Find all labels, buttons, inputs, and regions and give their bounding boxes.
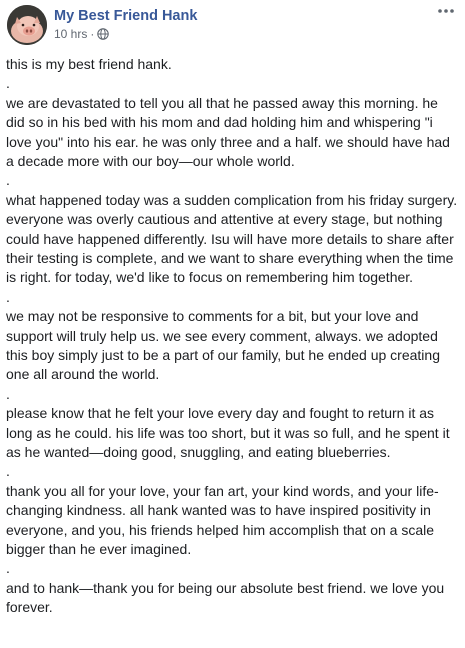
post-separator-dot: . bbox=[6, 75, 10, 92]
post-separator-dot: . bbox=[6, 288, 10, 305]
meta-separator: · bbox=[90, 27, 95, 41]
post-meta bbox=[54, 27, 109, 41]
post-separator-dot: . bbox=[6, 172, 10, 189]
pig-avatar[interactable] bbox=[7, 5, 47, 45]
ellipsis-icon[interactable] bbox=[434, 3, 458, 19]
page-name-link[interactable]: My Best Friend Hank bbox=[54, 8, 198, 24]
post-separator-dot: . bbox=[6, 463, 10, 480]
post-paragraph: thank you all for your love, your fan art, your kind words, and your life-changing kindness. all hank wanted was to have inspired positivity in everyone, and you, his friends helped him accomplish that on a scale bigger than he ever imagined. bbox=[6, 482, 439, 558]
post-paragraph: we are devastated to tell you all that he passed away this morning. he did so in his bed with his mom and dad holding him and whispering "i love you" into his ear. he was only three and a half. we should have had a decade more with our boy—our whole world. bbox=[6, 94, 450, 170]
post-paragraph: this is my best friend hank. bbox=[6, 56, 172, 72]
post-separator-dot: . bbox=[6, 385, 10, 402]
post-separator-dot: . bbox=[6, 560, 10, 577]
post-paragraph: and to hank—thank you for being our absolute best friend. we love you forever. bbox=[6, 579, 445, 616]
post-paragraph: please know that he felt your love every day and fought to return it as long as he could. his life was too short, but it was so full, and he spent it as he wanted—doing good, snuggling, and eating blueberries. bbox=[6, 405, 450, 461]
post-body bbox=[6, 55, 458, 618]
pig-icon bbox=[7, 5, 47, 45]
post-timestamp[interactable]: 10 hrs bbox=[54, 27, 88, 41]
post-paragraph: what happened today was a sudden complication from his friday surgery. everyone was overly cautious and attentive at every stage, but nothing could have happened differently. Isu will have more details to share after their testing is complete, and we want to share everything when the time is right. for today, we'd like to focus on remembering him together. bbox=[6, 191, 458, 286]
globe-icon[interactable] bbox=[97, 28, 109, 40]
post-paragraph: we may not be responsive to comments for a bit, but your love and support will truly help us. we see every comment, always. we adopted this boy simply just to be a part of our family, but he ended up creating one all around the world. bbox=[6, 308, 440, 383]
post-header bbox=[7, 5, 458, 47]
